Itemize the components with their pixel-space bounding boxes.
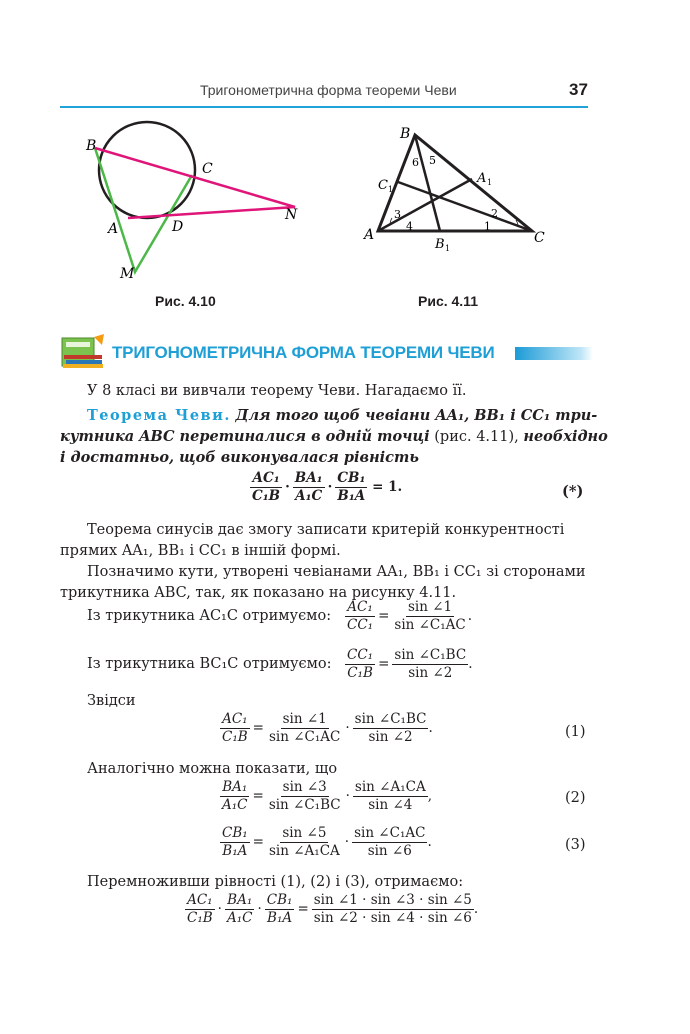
fig2-label-a: A: [364, 227, 375, 243]
cevian-bb1: [415, 135, 440, 231]
eq3-an: sin ∠5: [282, 825, 327, 841]
triangle-2-text: Із трикутника BC₁C отримуємо:: [87, 656, 332, 672]
figure-4-11: [360, 118, 560, 258]
ceva-n1: AC₁: [252, 470, 280, 486]
tri1-rd: sin ∠C₁AC: [394, 617, 466, 633]
sine-paragraph-line-1: Теорема синусів дає змогу записати критерій конкурентності: [87, 522, 565, 538]
section-title: ТРИГОНОМЕТРИЧНА ФОРМА ТЕОРЕМИ ЧЕВИ: [112, 343, 495, 362]
prod-n1: AC₁: [187, 892, 213, 908]
theorem-text-2a: кутника ABC перетиналися в одній точці: [60, 428, 430, 445]
eq1-ld: C₁B: [222, 729, 248, 745]
prod-rn: sin ∠1 · sin ∠3 · sin ∠5: [313, 892, 472, 908]
fig1-label-m: M: [120, 266, 135, 282]
ceva-label: (*): [562, 483, 584, 500]
tri2-rn: sin ∠C₁BC: [394, 647, 467, 663]
prod-d3: B₁A: [267, 910, 293, 926]
equation-2-label: (2): [565, 790, 586, 806]
hence-text: Звідси: [87, 693, 136, 709]
eq1-an: sin ∠1: [282, 711, 327, 727]
angle-4: 4: [406, 220, 413, 233]
running-header-title: Тригонометрична форма теореми Чеви: [200, 82, 457, 98]
tri2-ld: C₁B: [347, 665, 373, 681]
ceva-equation: $\frac{\text{AC₁}}{\text{C₁B}}$ · $\frac{\text{BA₁}}{\text{A₁C}}$ · $\frac{\text{CB₁}}{\text{B₁A}}$ = 1.: [252, 470, 403, 504]
tri1-ln: AC₁: [347, 599, 373, 615]
fig2-label-c: C: [534, 230, 545, 246]
angle-1: 1: [484, 220, 491, 233]
fig2-label-a1: A: [477, 171, 487, 186]
eq3-ad: sin ∠A₁CA: [268, 843, 340, 859]
prod-n3: CB₁: [266, 892, 293, 908]
angles-paragraph-line-2: трикутника ABC, так, як показано на рисунку 4.11.: [60, 585, 457, 601]
ceva-rhs: = 1.: [372, 479, 403, 495]
theorem-text-2b: (рис. 4.11),: [429, 429, 524, 445]
eq1-ln: AC₁: [222, 711, 248, 727]
ceva-n2: BA₁: [294, 470, 323, 486]
prod-d2: A₁C: [226, 910, 253, 926]
green-lines: [95, 148, 192, 272]
similarly-text: Аналогічно можна показати, що: [87, 761, 338, 777]
equation-3: $\frac{\text{CB₁}}{\text{B₁A}}$ = $\frac{\sin \angle 5}{\text{sin ∠A₁CA}}$ · $\frac{\text{sin ∠C₁AC}}{\sin \angle 6}$ .: [222, 825, 432, 859]
fig1-label-b: B: [86, 138, 97, 154]
equation-1: $\frac{\text{AC₁}}{\text{C₁B}}$ = $\frac{\sin \angle 1}{\text{sin ∠C₁AC}}$ · $\frac{\text{sin ∠C₁BC}}{\sin \angle 2}$ .: [222, 711, 433, 745]
triangle-1-text: Із трикутника AC₁C отримуємо:: [87, 608, 332, 624]
angles-paragraph-line-1: Позначимо кути, утворені чевіанами AA₁, BB₁ і CC₁ зі сторонами: [87, 564, 586, 580]
figure-4-11-caption: Рис. 4.11: [418, 293, 478, 309]
fig2-sub: 1: [487, 178, 493, 187]
ceva-d1: C₁B: [252, 488, 281, 504]
angle-2: 2: [491, 207, 498, 220]
eq3-ln: CB₁: [222, 825, 248, 841]
theorem-line-3: і достатньо, щоб виконувалася рівність: [60, 449, 419, 466]
figure-4-10-caption: Рис. 4.10: [155, 293, 216, 309]
ceva-d3: B₁A: [337, 488, 366, 504]
angle-6: 6: [412, 156, 419, 169]
sine-paragraph-line-2: прямих AA₁, BB₁ і CC₁ в іншій формі.: [60, 543, 341, 559]
theorem-line-1: [87, 405, 598, 427]
fig1-label-n: N: [285, 207, 298, 223]
equation-3-label: (3): [565, 837, 586, 853]
ceva-n3: CB₁: [337, 470, 366, 486]
page-number: 37: [569, 80, 588, 99]
fig2-sub: 1: [445, 244, 451, 253]
product-equation: $\frac{\text{AC₁}}{\text{C₁B}}$ · $\frac{\text{BA₁}}{\text{A₁C}}$ · $\frac{\text{CB₁}}{\text{B₁A}}$ = $\frac{\sin \angle 1 \cdot \sin \angle 3 \cdot \sin \angle 5}{\sin \angle 2 \cdot \sin \angle 4 \cdot \sin \angle 6}$ .: [187, 892, 479, 926]
fig2-sub: 1: [388, 185, 394, 194]
eq1-bn: sin ∠C₁BC: [354, 711, 427, 727]
eq2-bn: sin ∠A₁CA: [354, 779, 426, 795]
fig2-label-c1: C: [378, 178, 388, 193]
eq3-bd: sin ∠6: [367, 843, 412, 859]
intro-paragraph: У 8 класі ви вивчали теорему Чеви. Нагадаємо її.: [87, 383, 467, 399]
triangle-1-equation: $\frac{\text{AC₁}}{\text{CC₁}}$ = $\frac{\sin \angle 1}{\text{sin ∠C₁AC}}$ .: [347, 599, 473, 633]
tri1-ld: CC₁: [347, 617, 374, 633]
eq2-bd: sin ∠4: [368, 797, 413, 813]
fig2-label-b1: B: [435, 237, 445, 252]
angle-5: 5: [429, 154, 436, 167]
tri1-rn: sin ∠1: [408, 599, 453, 615]
fig1-label-c: C: [202, 161, 213, 177]
triangle-2-equation: $\frac{\text{CC₁}}{\text{C₁B}}$ = $\frac{\text{sin ∠C₁BC}}{\sin \angle 2}$ .: [347, 647, 473, 681]
eq2-ln: BA₁: [222, 779, 248, 795]
eq1-ad: sin ∠C₁AC: [268, 729, 341, 745]
header-rule: [60, 106, 588, 108]
multiply-text: Перемноживши рівності (1), (2) і (3), отримаємо:: [87, 874, 464, 890]
fig1-label-a: A: [108, 221, 119, 237]
ceva-d2: A₁C: [295, 488, 323, 504]
section-title-bar: [515, 347, 593, 360]
eq3-ld: B₁A: [222, 843, 248, 859]
pink-lines: [95, 148, 295, 218]
prod-d1: C₁B: [187, 910, 213, 926]
theorem-text-1: Для того щоб чевіани AA₁, BB₁ і CC₁ три-: [235, 407, 598, 424]
figure-4-10: [80, 115, 320, 285]
fig2-label-b: B: [400, 126, 411, 142]
eq1-bd: sin ∠2: [368, 729, 413, 745]
eq2-ld: A₁C: [222, 797, 248, 813]
theorem-text-2c: необхідно: [523, 428, 608, 445]
prod-n2: BA₁: [227, 892, 253, 908]
tri2-rd: sin ∠2: [408, 665, 453, 681]
theorem-name: Теорема Чеви.: [87, 407, 231, 424]
theorem-line-2: [60, 426, 608, 448]
prod-rd: sin ∠2 · sin ∠4 · sin ∠6: [313, 910, 472, 926]
eq3-bn: sin ∠C₁AC: [354, 825, 426, 841]
books-icon: [60, 333, 108, 369]
cevian-cc1: [398, 182, 532, 231]
equation-2: $\frac{\text{BA₁}}{\text{A₁C}}$ = $\frac{\sin \angle 3}{\text{sin ∠C₁BC}}$ · $\frac{\text{sin ∠A₁CA}}{\sin \angle 4}$ ,: [222, 779, 432, 813]
angle-3: 3: [394, 208, 401, 221]
eq2-ad: sin ∠C₁BC: [268, 797, 341, 813]
fig1-label-d: D: [172, 219, 184, 235]
eq2-an: sin ∠3: [282, 779, 327, 795]
equation-1-label: (1): [565, 724, 586, 740]
tri2-ln: CC₁: [347, 647, 374, 663]
